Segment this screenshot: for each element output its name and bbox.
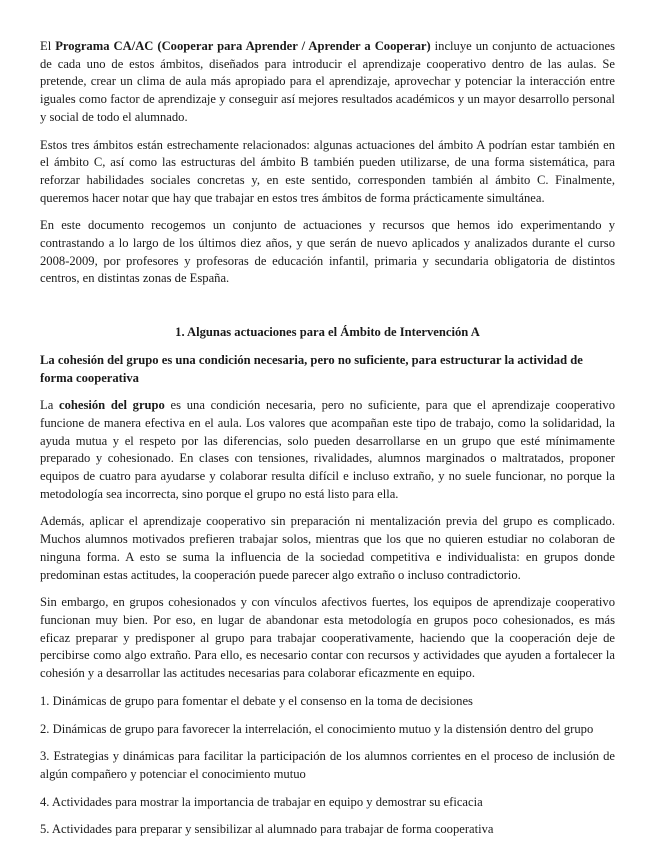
intro-paragraph-3: En este documento recogemos un conjunto de actuaciones y recursos que hemos ido experimentando y contrastando a lo largo de los últimos diez años, y que serán de nuevo aplicados y analizados durante el curso 2008-2009, por profesores y profesoras de educación infantil, primaria y secundaria obligatoria de distintos centros, en distintas zonas de España. <box>40 218 615 286</box>
cohesion-term: cohesión del grupo <box>58 398 165 413</box>
list-item: 3. Estrategias y dinámicas para facilitar la participación de los alumnos corrientes en el proceso de inclusión de algún compañero y potenciar el conocimiento mutuo <box>40 749 615 781</box>
section-title: 1. Algunas actuaciones para el Ámbito de Intervención A <box>175 325 480 340</box>
intro-paragraph-1 <box>40 38 615 127</box>
section-subtitle: La cohesión del grupo es una condición necesaria, pero no suficiente, para estructurar la actividad de forma cooperativa <box>40 352 583 385</box>
section-p1-post: es una condición necesaria, pero no suficiente, para que el aprendizaje cooperativo funcione de manera efectiva en el aula. Los valores que acompañan este tipo de trabajo, como la solidaridad, la ayuda mutua y el respeto por las diferencias, solo pueden desarrollarse en un grupo que esté mínimamente preparado y cohesionado. En clases con tensiones, rivalidades, alumnos marginados o maltratados, proponer equipos de cuatro para ayudarse y colaborar resulta difícil e incluso extraño, y no suele funcionar, no porque la metodología sea incorrecta, sino porque el grupo no está listo para ella. <box>40 398 615 501</box>
section-paragraph-3: Sin embargo, en grupos cohesionados y con vínculos afectivos fuertes, los equipos de aprendizaje cooperativo funcionan muy bien. Por eso, en lugar de abandonar esta metodología en grupos poco cohesionados, es más eficaz preparar y predisponer al grupo para trabajar cooperativamente, haciendo que la cooperación deje de percibirse como algo extraño. Para ello, es necesario contar con recursos y actividades que ayuden a fortalecer la cohesión y a desarrollar las actitudes necesarias para colaborar eficazmente en equipo. <box>40 595 615 681</box>
section-spacer <box>40 298 615 324</box>
list-item: 5. Actividades para preparar y sensibilizar al alumnado para trabajar de forma cooperativa <box>40 822 494 837</box>
intro-p1-post: incluye un conjunto de actuaciones de cada uno de estos ámbitos, diseñados para introducir el aprendizaje cooperativo dentro de las aulas. Se pretende, crear un clima de aula más apropiado para el aprendizaje, aprovechar y potenciar la interacción entre iguales como factor de aprendizaje y conseguir así mejores resultados académicos y un mayor desarrollo personal y social de todo el alumnado. <box>40 39 615 124</box>
activity-list <box>40 693 615 839</box>
section-paragraph-2: Además, aplicar el aprendizaje cooperativo sin preparación ni mentalización previa del grupo es complicado. Muchos alumnos motivados prefieren trabajar solos, mientras que los que no quieren estudiar no colaboran de ninguna forma. A esto se suma la influencia de la sociedad competitiva e individualista: en grupos donde predominan estas actitudes, la cooperación puede parecer algo extraño o incluso contradictorio. <box>40 514 615 582</box>
intro-paragraph-2: Estos tres ámbitos están estrechamente relacionados: algunas actuaciones del ámbito A podrían estar también en el ámbito C, así como las estructuras del ámbito B también pueden utilizarse, de una forma sistemática, para reforzar habilidades sociales concretas y, en este sentido, corresponden también al ámbito C. Finalmente, queremos hacer notar que hay que trabajar en estos tres ámbitos de forma prácticamente simultánea. <box>40 137 615 205</box>
program-name: Programa CA/AC (Cooperar para Aprender / Aprender a Cooperar) <box>55 39 431 53</box>
section-paragraph-1 <box>40 397 615 503</box>
list-item: 4. Actividades para mostrar la importancia de trabajar en equipo y demostrar su eficacia <box>40 794 483 809</box>
intro-p1-pre: El <box>40 39 56 53</box>
list-item: 1. Dinámicas de grupo para fomentar el debate y el consenso en la toma de decisiones <box>40 693 473 708</box>
list-item: 2. Dinámicas de grupo para favorecer la interrelación, el conocimiento mutuo y la distensión dentro del grupo <box>40 721 594 736</box>
section-p1-pre: La <box>40 398 59 413</box>
